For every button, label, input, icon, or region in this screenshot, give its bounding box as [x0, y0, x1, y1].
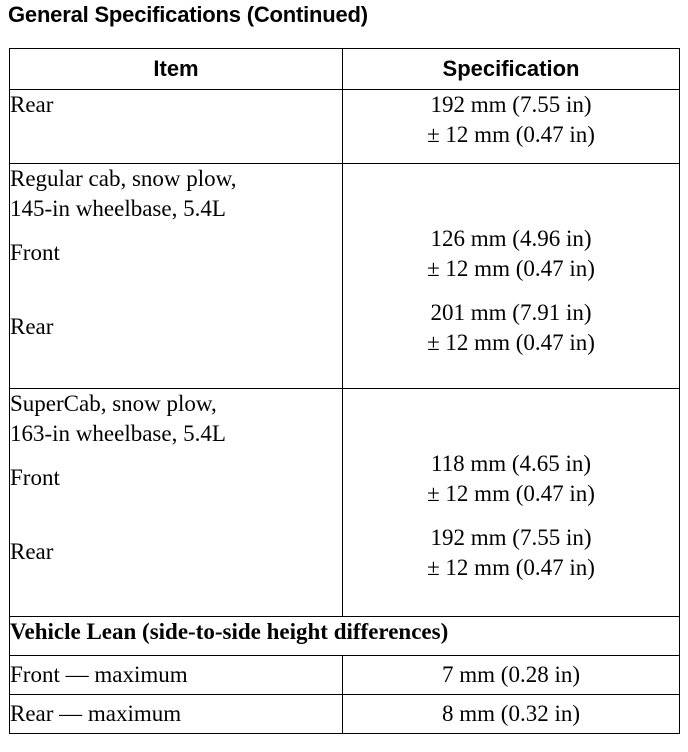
- item-label: Rear: [10, 92, 54, 117]
- table-row-group: [10, 164, 680, 389]
- column-header-specification: Specification: [343, 49, 680, 90]
- item-label: Front — maximum: [10, 656, 343, 695]
- item-label: Rear — maximum: [10, 695, 343, 734]
- spec-value: 192 mm (7.55 in): [430, 92, 592, 117]
- spec-tolerance: ± 12 mm (0.47 in): [427, 330, 595, 355]
- page-title: General Specifications (Continued): [8, 2, 368, 27]
- group-heading: 163-in wheelbase, 5.4L: [10, 421, 226, 446]
- spec-tolerance: ± 12 mm (0.47 in): [427, 481, 595, 506]
- spec-tolerance: ± 12 mm (0.47 in): [427, 256, 595, 281]
- spec-value: 126 mm (4.96 in): [430, 226, 592, 251]
- item-label: Rear: [10, 314, 54, 339]
- spec-value: 8 mm (0.32 in): [343, 695, 680, 734]
- spec-value: 118 mm (4.65 in): [430, 451, 592, 476]
- group-heading: SuperCab, snow plow,: [10, 391, 217, 416]
- spec-tolerance: ± 12 mm (0.47 in): [427, 555, 595, 580]
- item-label: Front: [10, 465, 60, 490]
- item-label: Front: [10, 240, 60, 265]
- table-header-row: [10, 49, 680, 90]
- item-label: Rear: [10, 539, 54, 564]
- table-row: [10, 656, 680, 695]
- spec-value: 192 mm (7.55 in): [430, 525, 592, 550]
- group-heading: Regular cab, snow plow,: [10, 166, 237, 191]
- table-row: [10, 695, 680, 734]
- section-heading-row: [10, 617, 680, 656]
- group-heading: 145-in wheelbase, 5.4L: [10, 196, 226, 221]
- specifications-table: [9, 48, 680, 734]
- table-row: [10, 90, 680, 164]
- column-header-item: Item: [10, 49, 343, 90]
- table-row-group: [10, 389, 680, 617]
- section-heading: Vehicle Lean (side-to-side height differences): [10, 617, 680, 656]
- spec-value: 201 mm (7.91 in): [430, 300, 592, 325]
- spec-value: 7 mm (0.28 in): [343, 656, 680, 695]
- spec-tolerance: ± 12 mm (0.47 in): [427, 122, 595, 147]
